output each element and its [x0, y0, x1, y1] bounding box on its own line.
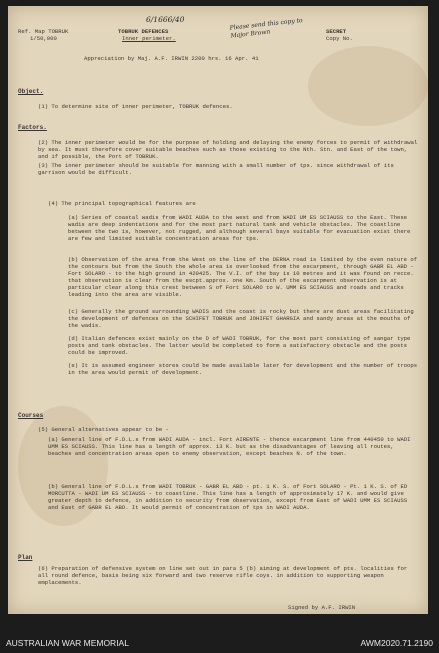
- footer-accession-number: AWM2020.71.2190: [360, 638, 433, 648]
- handwritten-note: Please send this copy to Major Brown: [229, 16, 303, 40]
- para-5: (5) General alternatives appear to be -: [38, 426, 169, 433]
- para-4b: (b) Observation of the area from the West on the line of the DERNA road is limited by the even nature of the contours but from the South the whole area is overlooked from the escarpment, through GABR EL ABD - Fort SOLARO - to the high ground in 420425. The V.I. of the bay is 10 metres and it was found on recce. that observation is clear from the escpt.approx. one Km. South of the escarpment observation is at particular clear along this crest between S of Fort SOLARO to W. UMM ES SCIAUSS and roads and tracks leading into the area are visible.: [68, 256, 418, 298]
- doc-subtitle: Inner perimeter.: [122, 35, 176, 42]
- signature-line: Signed by A.F. IRWIN: [288, 604, 356, 611]
- para-4a: (a) Series of coastal wadis from WADI AUDA to the west and from WADI UM ES SCIAUSS to the East. These wadis are deep indentations and for the most part natural tank and vehicle obstacles. The coastline between the two is, however, not rugged, and although several bays suitable for evacuation exist there are few and limited suitable concentration areas for tps.: [68, 214, 411, 242]
- heading-object: Object.: [18, 88, 44, 95]
- copy-number: Copy No.: [326, 35, 353, 42]
- secret-mark: SECRET: [326, 28, 347, 35]
- para-4c: (c) Generally the ground surrounding WADIS and the coast is rocky but there are dust areas facilitating the development of defences on the SCHIFET TOBRUK and JOHIFET GHARGIA and sandy areas at the mouths of the wadis.: [68, 308, 414, 329]
- ref-map: Ref. Map TOBRUK: [18, 28, 69, 35]
- para-3: (3) The inner perimeter should be suitable for manning with a small number of tps. since withdrawal of its garrison would be difficult.: [38, 162, 394, 176]
- paper-stain: [308, 46, 428, 126]
- file-number-handwritten: 6/1666/40: [146, 15, 185, 24]
- para-5a: (a) General line of F.D.L.s from WADI AUDA - incl. Fort AIRENTE - thence escarpment line from 440450 to WADI UMM ES SCIAUSS. This line has a length of approx. 13 K. but as the disadvantages of leaving all routes, beaches and concentration areas open to enemy observation, except beaches N. of the town.: [48, 436, 411, 457]
- archive-footer: [0, 614, 439, 653]
- document-page: [8, 6, 428, 614]
- footer-institution: AUSTRALIAN WAR MEMORIAL: [6, 638, 129, 648]
- para-4d: (d) Italian defences exist mainly on the D of WADI TOBRUK, for the most part consisting of sangar type posts and tank obstacles. The latter would be completed to form a satisfactory obstacle and the posts could be improved.: [68, 335, 411, 356]
- para-1: (1) To determine site of inner perimeter, TOBRUK defences.: [38, 103, 233, 110]
- para-5b: (b) General line of F.D.L.s from WADI TOBRUK - GABR EL ABD - pt. 1 K. S. of Fort SOLARO - Pt. 1 K. S. of ED MORCUTTA - WADI UM ES SCIAUSS - to coastline. This line has a length of approximately 17 K. and would give greater depth to defence, in addition to security from observation, except from East of WADI UMM ES SCIAUSS and East of GABR EL ABD. It would permit of concentration of tps in WADI AUDA.: [48, 483, 408, 511]
- heading-plan: Plan: [18, 554, 33, 561]
- map-scale: 1/50,000: [30, 35, 57, 42]
- para-2: (2) The inner perimeter would be for the purpose of holding and delaying the enemy forces to permit of withdrawal by sea. It must therefore cover suitable beaches such as those existing to the Nth. Stn. and East of the town, and if possible, the Port of TOBRUK.: [38, 139, 418, 160]
- para-6: (6) Preparation of defensive system on line set out in para 5 (b) aiming at development of pts. localities for all round defence, basis being six forward and two reserve rifle coys. in addition to supporting weapon emplacements.: [38, 565, 408, 586]
- appreciation-line: Appreciation by Maj. A.F. IRWIN 2200 hrs. 16 Apr. 41: [84, 55, 259, 62]
- para-4: (4) The principal topographical features are: [48, 200, 196, 207]
- heading-courses: Courses: [18, 412, 44, 419]
- heading-factors: Factors.: [18, 124, 47, 131]
- doc-title: TOBRUK DEFENCES: [118, 28, 169, 35]
- para-4e: (e) It is assumed engineer stores could be made available later for development and the number of troops in the area would permit of development.: [68, 362, 418, 376]
